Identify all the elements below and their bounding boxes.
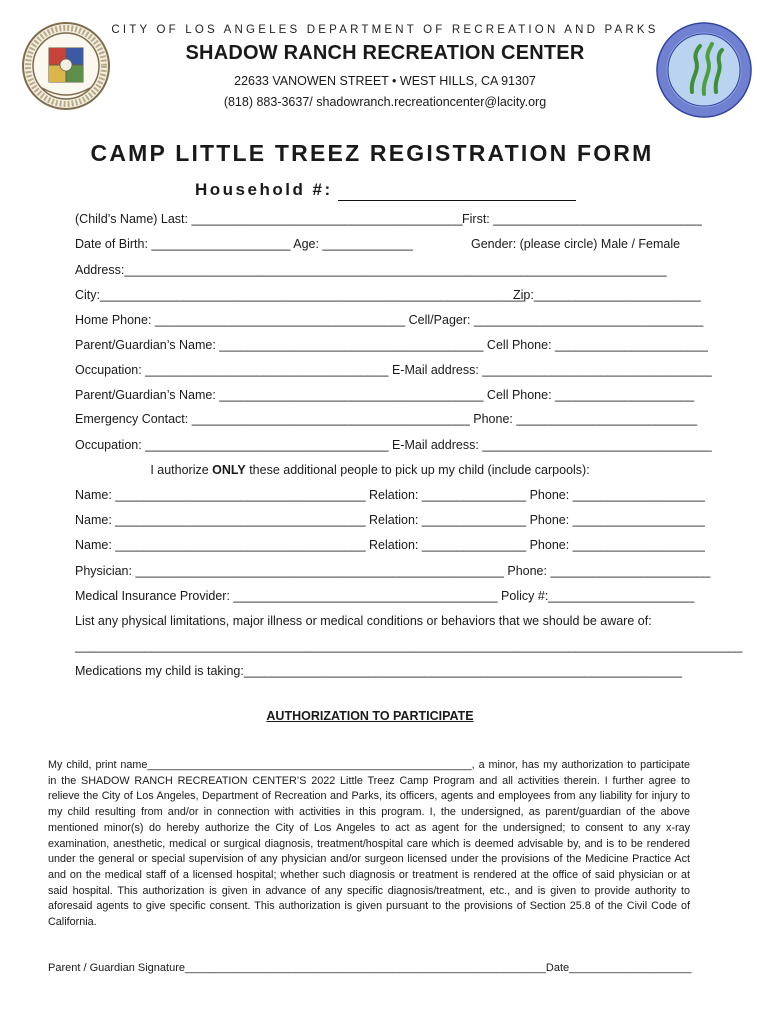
zip-field[interactable]: Zip:________________________	[513, 288, 701, 302]
physical-limitations-prompt: List any physical limitations, major illness or medical conditions or behaviors that we should be aware of:	[75, 614, 652, 628]
child-last-name-field[interactable]: (Child’s Name) Last: _______________________________________	[75, 212, 463, 226]
center-contact: (818) 883-3637/ shadowranch.recreationcenter@lacity.org	[223, 95, 547, 109]
occupation-2-field[interactable]: Occupation: ___________________________________ E-Mail address: _________________________________	[75, 438, 712, 452]
occupation-1-field[interactable]: Occupation: ___________________________________ E-Mail address: _________________________________	[75, 363, 712, 377]
household-label: Household #:	[195, 180, 333, 199]
pickup-person-1-field[interactable]: Name: ____________________________________ Relation: _______________ Phone: ___________________	[75, 488, 705, 502]
physical-limitations-field[interactable]: ________________________________________________________________________________________________	[75, 639, 743, 653]
medications-field[interactable]: Medications my child is taking:_______________________________________________________________	[75, 664, 682, 678]
form-title: CAMP LITTLE TREEZ REGISTRATION FORM	[90, 140, 654, 166]
date-of-birth-age-field[interactable]: Date of Birth: ____________________ Age: _____________	[75, 237, 413, 251]
emergency-contact-field[interactable]: Emergency Contact: ________________________________________ Phone: __________________________	[75, 412, 698, 426]
authorization-paragraph: My child, print name______________________________________________________, a minor, has my authorization to participate in the SHADOW RANCH RECREATION CENTER’S 2022 Little Treez Camp Program and all activities therein. I further agree to relieve the City of Los Angeles, Department of Recreation and Parks, its officers, agents and employees from any liability for injury to my child resulting from and/or in connection with activities in this program. I, the undersigned, as parent/guardian of the above mentioned minor(s) do hereby authorize the City of Los Angeles to act as agent for the undersigned; to consent to any x-ray examination, anesthetic, medical or surgical diagnosis, treatment/hospital care which is deemed advisable by, and is to be rendered under the general or special supervision of any physician and/or surgeon licensed under the provisions of the Medicine Practice Act and on the medical staff of a licensed hospital; whether such diagnosis or treatment is rendered at the office of said physician or at said hospital. This authorization is given in advance of any specific diagnosis/treatment, etc., and is given to provide authority to aforesaid agents to give specific consent. This authorization is given pursuant to the provisions of Section 25.8 of the Civil Code of California.	[48, 759, 690, 929]
signature-date-field[interactable]: Parent / Guardian Signature___________________________________________________________Date____________________	[48, 962, 692, 974]
department-name: CITY OF LOS ANGELES DEPARTMENT OF RECREATION AND PARKS	[111, 24, 659, 36]
physician-field[interactable]: Physician: _____________________________________________________ Phone: _______________________	[75, 564, 711, 578]
medical-insurance-field[interactable]: Medical Insurance Provider: ______________________________________ Policy #:_____________________	[75, 589, 695, 603]
center-address: 22633 VANOWEN STREET • WEST HILLS, CA 91307	[234, 74, 536, 88]
household-number-field[interactable]	[338, 200, 576, 201]
pickup-authorization-note: I authorize ONLY these additional people to pick up my child (include carpools):	[150, 463, 590, 477]
parent-guardian-2-field[interactable]: Parent/Guardian’s Name: ______________________________________ Cell Phone: ____________________	[75, 388, 695, 402]
pickup-person-2-field[interactable]: Name: ____________________________________ Relation: _______________ Phone: ___________________	[75, 513, 705, 527]
home-phone-field[interactable]: Home Phone: ____________________________________ Cell/Pager: _________________________________	[75, 313, 704, 327]
pickup-person-3-field[interactable]: Name: ____________________________________ Relation: _______________ Phone: ___________________	[75, 538, 705, 552]
address-field[interactable]: Address:______________________________________________________________________________	[75, 263, 667, 277]
child-first-name-field[interactable]: First: ______________________________	[462, 212, 702, 226]
city-field[interactable]: City:_____________________________________________________________	[75, 288, 525, 302]
authorization-heading: AUTHORIZATION TO PARTICIPATE	[266, 709, 474, 723]
parent-guardian-1-field[interactable]: Parent/Guardian’s Name: ______________________________________ Cell Phone: ______________________	[75, 338, 708, 352]
recreation-center-name: SHADOW RANCH RECREATION CENTER	[185, 42, 585, 64]
gender-field[interactable]: Gender: (please circle) Male / Female	[471, 237, 681, 251]
